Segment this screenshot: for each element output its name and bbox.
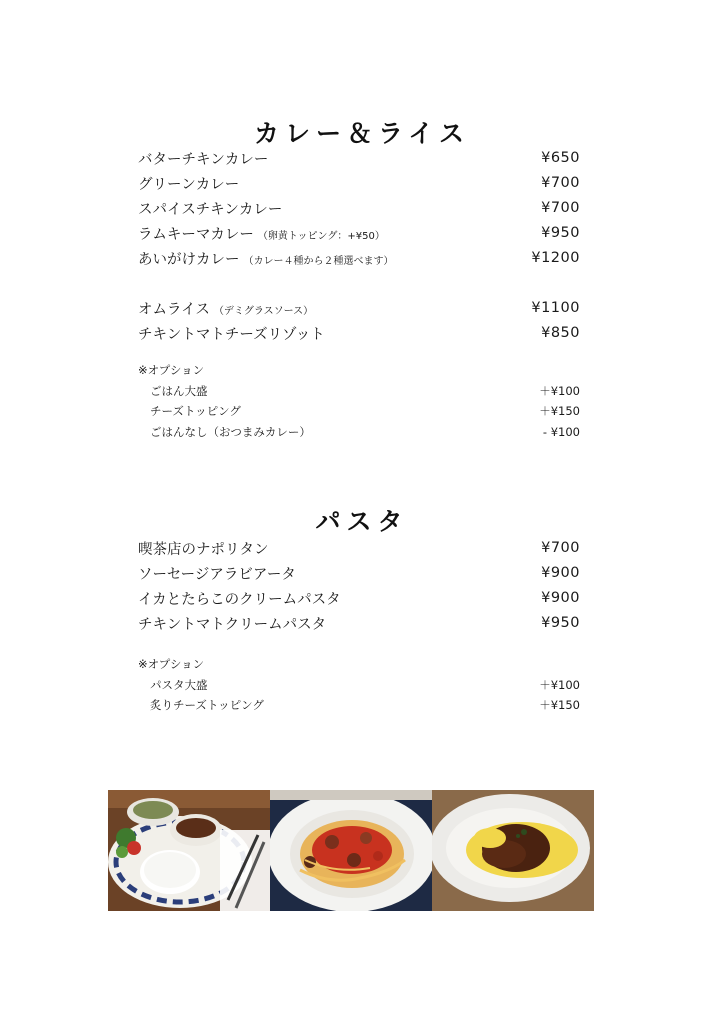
menu-item-name: スパイスチキンカレー [138, 201, 283, 218]
omurice-plate-photo [432, 790, 594, 911]
pasta-section-title: パスタ [315, 507, 409, 536]
pasta-plate-photo [270, 790, 432, 911]
menu-item [138, 297, 580, 319]
menu-item-name: オムライス （デミグラスソース） [138, 301, 314, 318]
menu-item-price: ¥700 [541, 175, 580, 191]
menu-item [138, 322, 580, 344]
option-name: チーズトッピング [150, 404, 241, 418]
menu-item [138, 537, 580, 559]
curry-section-title: カレー＆ライス [253, 119, 470, 148]
option-price: ＋¥100 [539, 384, 580, 398]
menu-item-name: ソーセージアラビアータ [138, 566, 296, 583]
menu-item-price: ¥700 [541, 200, 580, 216]
menu-item [138, 247, 580, 269]
options-heading: ※オプション [138, 657, 205, 671]
menu-item-price: ¥700 [541, 540, 580, 556]
option-name: ごはん大盛 [150, 384, 208, 398]
menu-item [138, 612, 580, 634]
option-item [150, 402, 580, 420]
menu-item-name: グリーンカレー [138, 176, 240, 193]
menu-item-price: ¥900 [541, 565, 580, 581]
menu-item-price: ¥1100 [531, 300, 580, 316]
option-price: - ¥100 [542, 425, 580, 439]
menu-item-name: ラムキーマカレー （卵黄トッピング：+¥50） [138, 226, 385, 243]
menu-item-name: チキントマトクリームパスタ [138, 616, 327, 633]
menu-item-price: ¥650 [541, 150, 580, 166]
menu-item-name: あいがけカレー （カレー４種から２種選べます） [138, 251, 394, 268]
option-price: ＋¥100 [539, 678, 580, 692]
option-name: ごはんなし（おつまみカレー） [150, 425, 311, 439]
menu-item-name: 喫茶店のナポリタン [138, 541, 269, 558]
option-item [150, 423, 580, 441]
menu-item-price: ¥950 [541, 225, 580, 241]
option-price: ＋¥150 [539, 404, 580, 418]
menu-item-note: （カレー４種から２種選べます） [243, 255, 394, 267]
option-price: ＋¥150 [539, 698, 580, 712]
food-photos [108, 790, 616, 911]
option-item [150, 382, 580, 400]
menu-item-price: ¥1200 [531, 250, 580, 266]
options-heading: ※オプション [138, 363, 205, 377]
option-item [150, 696, 580, 714]
menu-item [138, 222, 580, 244]
menu-item [138, 147, 580, 169]
menu-item-price: ¥850 [541, 325, 580, 341]
menu-item [138, 172, 580, 194]
menu-item-price: ¥950 [541, 615, 580, 631]
curry-plate-photo [108, 790, 270, 911]
menu-item-name: イカとたらこのクリームパスタ [138, 591, 341, 608]
menu-item [138, 587, 580, 609]
menu-item [138, 562, 580, 584]
option-name: パスタ大盛 [150, 678, 208, 692]
option-item [150, 676, 580, 694]
option-name: 炙りチーズトッピング [150, 698, 264, 712]
menu-item-name: バターチキンカレー [138, 151, 269, 168]
menu-item-note: （デミグラスソース） [213, 305, 314, 317]
menu-item [138, 197, 580, 219]
menu-item-price: ¥900 [541, 590, 580, 606]
menu-item-name: チキントマトチーズリゾット [138, 326, 325, 343]
menu-item-note: （卵黄トッピング：+¥50） [257, 230, 385, 242]
